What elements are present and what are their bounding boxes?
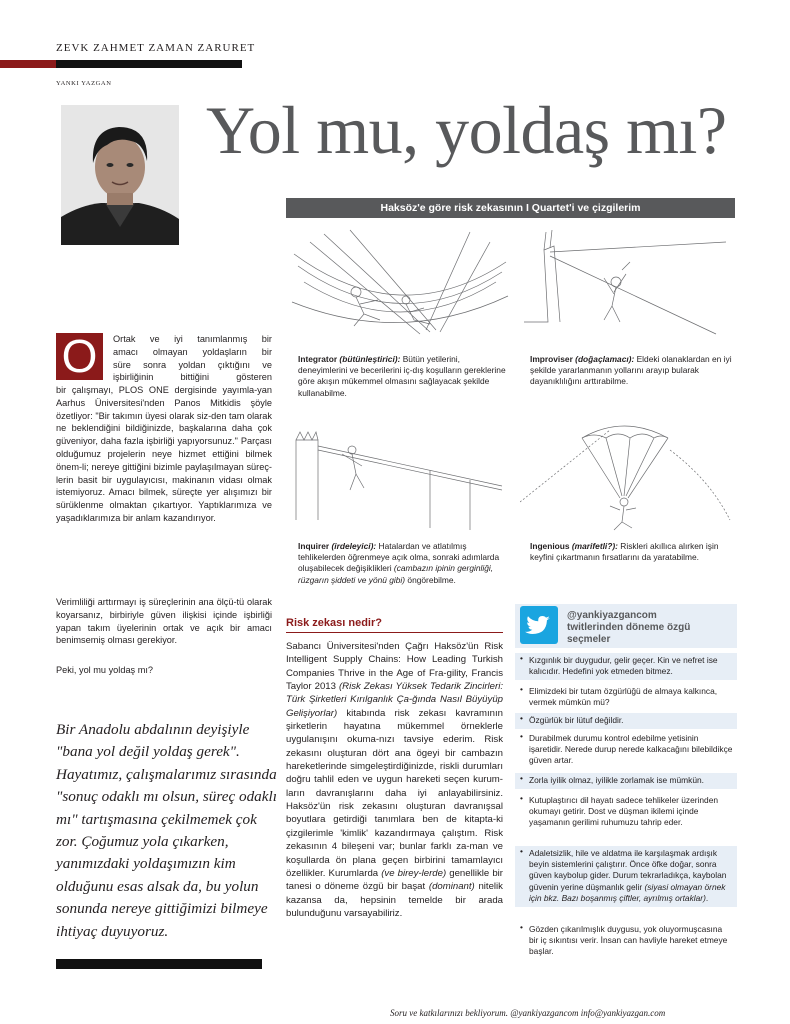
caption-improviser-text: Eldeki olanaklardan en iyi şekilde yararlanmanın yollarını arayıp bularak dayanıklılığını arttırabilme. [530, 354, 732, 387]
caption-inquirer-name: Inquirer [298, 541, 330, 551]
risk-text-italic-2: (ve birey-lerde) [381, 867, 447, 879]
sketch-inquirer [290, 410, 510, 536]
tweet-item: • Kızgınlık bir duygudur, gelir geçer. Kin ve nefret ise kalıcıdır. Hedefini yok etmeden bitmez. [515, 653, 737, 680]
pull-quote: Bir Anadolu abdalının deyişiyle "bana yol değil yoldaş gerek". Hayatımız, çalışmalarımız sırasında "sonuç odaklı mı olsun, süreç odaklı mı" tartışmasına çekilmemek çok zor. Çoğumuz yola çıkarken, yanımızdaki yoldaşımızın kim olduğunu esas alsak da, bu yolun sonunda nereye gittiğimizi bilmeye ihtiyaç duyuyoruz. [56, 721, 277, 940]
caption-inquirer-italic: (cambazın ipinin gerginliği, rüzgarın şiddeti ve yönü gibi) [298, 563, 494, 585]
caption-integrator-name: Integrator [298, 354, 338, 364]
twitter-box [515, 604, 737, 970]
tweet-7-end: . [705, 892, 709, 903]
caption-inquirer-tr: (irdeleyici): [331, 541, 377, 551]
twitter-header [515, 604, 737, 648]
twitter-title [567, 610, 690, 646]
header-bar-red [0, 60, 56, 68]
caption-improviser [530, 354, 735, 388]
tweet-item [515, 846, 737, 907]
author-photo [61, 105, 179, 245]
caption-improviser-tr: (doğaçlamacı): [575, 354, 635, 364]
sketch-integrator [290, 222, 510, 350]
caption-integrator [298, 354, 510, 399]
twitter-bird-icon [520, 606, 558, 644]
tweet-item: • Özgürlük bir lütuf değildir. [515, 713, 737, 729]
risk-underline [286, 632, 503, 633]
tweet-item: • Kutuplaştırıcı dil hayatı sadece tehlikeler üzerinden okumayı getirir. Dost ve düşman ikilemi içinde yaşamanın gerilimi ruhumuzu tahrip eder. [515, 793, 737, 832]
caption-ingenious-name: Ingenious [530, 541, 570, 551]
drop-cap: O [56, 333, 103, 380]
tweet-item: • Zorla iyilik olmaz, iyilikle zorlamak ise mümkün. [515, 773, 737, 789]
intro-lines [113, 333, 272, 384]
tweet-7-text: Adaletsizlik, hile ve aldatma ile karşılaşmak ardışık beyin sistemlerini çalıştırır. Önce öfke doğar, sonra güven kaybolup gider. Durum tekrarladıkça, kaybolan güvenin yerine düşmanlık gelir [529, 848, 727, 892]
risk-text-italic-1: (Risk Zekası Yüksek Tedarik Zincirleri: Türk Şirketleri Kırılganlık Ça-ğında Nasıl Büyüyüp Gelişiyorlar) [286, 681, 504, 719]
caption-ingenious-text: Riskleri akıllıca alırken işin keyfini çıkartmanın fırsatlarını da yaratabilme. [530, 541, 719, 563]
article-title: Yol mu, yoldaş mı? [206, 92, 727, 168]
intro-line-3: süre sonra yoldan çıktığını ve [113, 359, 272, 370]
risk-text-4: nitelik kazansa da, hepsinin temelde bir arada bulunduğunu varsayabiliriz. [286, 881, 503, 919]
intro-line-4: işbirliğinin bittiğini gösteren [113, 372, 272, 383]
sketch-ingenious [520, 410, 735, 536]
tweet-7-italic: (siyasi olmayan örnek için bkz. Bazı boşanmış çiftler, ayrılmış ortaklar) [529, 881, 726, 903]
tweet-item: • Elimizdeki bir tutam özgürlüğü de almaya kalkınca, vermek mümkün mü? [515, 684, 737, 711]
risk-text-italic-3: (dominant) [428, 881, 475, 893]
intro-line-2: amacı olmayan yoldaşların bir [113, 346, 272, 357]
caption-ingenious [530, 541, 735, 563]
caption-inquirer-text: Hatalardan ve atlatılmış tehlikelerden öğrenmeye açık olma, sonraki adımlarda oluşabilecek değişiklikleri [298, 541, 500, 574]
paragraph-2: Verimliliği arttırmayı iş süreçlerinin ana ölçü-tü olarak koyarsanız, birbiriyle güven ilişkisi içinde işbirliği yapan takım üyelerinin ortak ve açık bir amacı benimsemiş olması gerekiyor. [56, 597, 272, 646]
caption-inquirer [298, 541, 510, 586]
author-name: YANKI YAZGAN [56, 80, 112, 87]
tweet-item: • Durabilmek durumu kontrol edebilme yetisinin işaretidir. Nerede durup nerede kalkacağını bilebildikçe güven artar. [515, 731, 737, 770]
risk-paragraph [286, 640, 503, 920]
footer-text: Soru ve katkılarınızı bekliyorum. @yankiyazgancom info@yankiyazgan.com [390, 1008, 666, 1018]
risk-text-2: kitabında risk zekası kavramının şirketlerin hayatına mükemmel örneklerle uygulanışını okuma-nızı tavsiye ederim. Risk zekasını oluşturan dört ana ögeyi bir cambazın hareketlerinde simgeleştirdiğinizde, riskli durumları doğru tahlil eden ve uygun hareketi seçen kurum-ların davranışlarını daha iyi anlayabilirsiniz. Haksöz'ün risk zekasını oluşturan davranışsal boyutlara getirdiği tanımlara ben de kitapta-ki çizgilerimle 'kimlik' kazandırmaya çalıştım. Risk zekasının 4 bileşeni var; bunlar farklı za-man ve koşullarda ön plana geçen birbirini tamamlayıcı özellikler. Kurumlarda [286, 707, 503, 879]
risk-text-3: genellikle bir tanesi o döneme özgü bir başat [286, 867, 503, 893]
twitter-subtitle-2: seçmeler [567, 634, 611, 645]
risk-text-1: Sabancı Üniversitesi'nden Çağrı Haksöz'ün Risk Intelligent Supply Chains: How Leading Turkish Companies Thrive in the Age of Fra-gility, Francis Taylor 2013 [286, 641, 503, 693]
caption-inquirer-end: öngörebilme. [405, 574, 456, 585]
tweet-item: • Gözden çıkarılmışlık duygusu, yok oluyormuşcasına bir iç sıkıntısı verir. İnsan can havliyle hareket etmeye başlar. [515, 922, 737, 961]
twitter-handle[interactable]: @yankiyazgancom [567, 610, 657, 621]
quote-bar [56, 959, 262, 969]
header-bar-black [56, 60, 242, 68]
twitter-subtitle-1: twitlerinden döneme özgü [567, 622, 691, 633]
caption-integrator-text: Bütün yetilerini, deneyimlerini ve becerilerini iç-dış koşulların gereklerine göre akışın mükemmel olmasını sağlayacak şekilde kullanabilme. [298, 354, 506, 398]
caption-improviser-name: Improviser [530, 354, 573, 364]
risk-heading: Risk zekası nedir? [286, 617, 382, 629]
panel-title: Haksöz'e göre risk zekasının I Quartet'i ve çizgilerim [286, 198, 735, 218]
intro-line-1: Ortak ve iyi tanımlanmış bir [113, 334, 272, 344]
paragraph-3: Peki, yol mu yoldaş mı? [56, 665, 154, 675]
intro-paragraph: bir çalışmayı, PLOS ONE dergisinde yayımla-yan Aarhus Üniversitesi'nden Panos Mitkidis şöyle özetliyor: "Bir takımın üyesi olarak siz-den tam olarak ne beklendiğini bildiğinizde, başkalarına daha çok güveniyor, daha fazla işbirliği yapıyorsunuz." Parçası olduğumuz projelerin neye hizmet ettiğini bilmek önem-li; nereye gittiğini bizimle paylaşılmayan süreç-lerin basit bir uygulayıcısı, makinanın vidası olmak istemiyoruz. Amacı bilmek, süreçte yer alışımızı bir sürüklenme olmaktan çıkartıyor. Yaptıklarımıza ve yaşadıklarımıza bir anlam kazandırıyor. [56, 385, 272, 523]
caption-ingenious-tr: (marifetli?): [571, 541, 618, 551]
caption-integrator-tr: (bütünleştirici): [339, 354, 401, 364]
sketch-improviser [520, 222, 735, 350]
section-title: ZEVK ZAHMET ZAMAN ZARURET [56, 42, 256, 54]
